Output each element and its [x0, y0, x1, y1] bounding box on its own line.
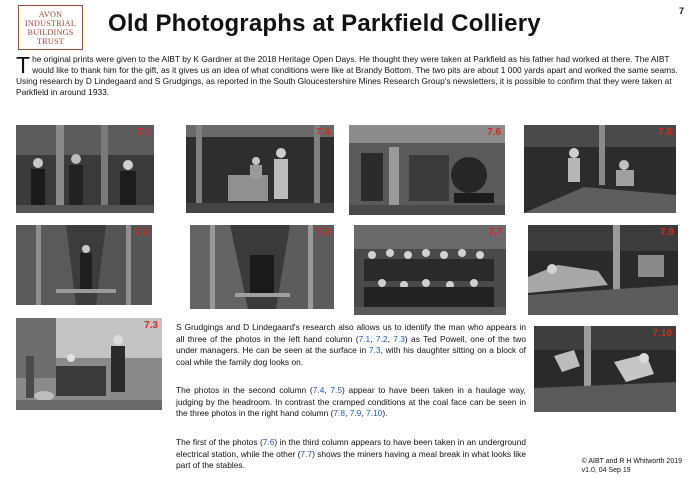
photo-reference: 7.5 — [330, 385, 343, 395]
text: ) in the third column appears to have been taken in an underground electrical station, while the other ( — [176, 437, 526, 459]
photo-7-8 — [524, 125, 676, 213]
intro-text: he original prints were given to the AIBT by K Gardner at the 2018 Heritage Open Days. He thought they were taken at Parkfield as his father had worked at there. The AIBT would like to thank him for the gift, as it gives us an idea of what conditions were like at Brandy Bottom. The two pits are about 1 000 yards apart and worked the same seams. Using research by D Lindegaard and S Grudgings, as reported in the South Gloucestershire Mines Research Group's newsletters, it is possible to confirm that they were taken at Parkfield in around 1933. — [16, 54, 678, 97]
text: S Grudgings and D Lindegaard's research also allows us to identify the man who appears in all three of the photos in the left hand column ( — [176, 322, 526, 344]
photo-reference: 7.4 — [312, 385, 325, 395]
photo-label: 7.2 — [134, 227, 148, 238]
photo-label: 7.3 — [144, 320, 158, 331]
photo-reference: 7.7 — [300, 448, 313, 459]
logo-line: INDUSTRIAL — [24, 18, 77, 28]
paragraph-identity — [176, 322, 526, 368]
photo-7-1 — [16, 125, 154, 213]
drop-cap: T — [16, 52, 31, 78]
text: ). — [382, 408, 388, 418]
photo-reference: 7.3 — [368, 345, 381, 355]
version-line: v1.0, 04 Sep 19 — [581, 467, 631, 474]
text: ) as Ted Powell, one of the two under managers. He can be seen at the surface in — [176, 333, 527, 355]
photo-reference: 7.3 — [393, 333, 405, 344]
photo-reference: 7.1 — [358, 333, 371, 344]
copyright-line: © AIBT and R H Whitworth 2019 — [581, 458, 682, 465]
photo-7-9 — [528, 225, 678, 315]
photo-label: 7.1 — [136, 127, 150, 138]
text: , — [361, 408, 366, 418]
photo-reference: 7.9 — [349, 408, 362, 418]
photo-7-3 — [16, 318, 162, 410]
text: The first of the photos ( — [176, 437, 263, 447]
logo-line: BUILDINGS — [27, 27, 74, 37]
photo-reference: 7.2 — [375, 333, 388, 344]
photo-reference: 7.8 — [333, 408, 346, 418]
copyright-footer — [582, 457, 682, 475]
photo-label: 7.5 — [316, 227, 330, 238]
photo-label: 7.8 — [658, 127, 672, 138]
paragraph-conditions — [176, 385, 526, 420]
photo-label: 7.9 — [660, 227, 674, 238]
aibt-logo — [18, 5, 83, 50]
logo-line: AVON — [38, 9, 63, 19]
photo-7-2 — [16, 225, 152, 305]
photo-label: 7.6 — [487, 127, 501, 138]
text: , with his daughter sitting on a block of coal while the family dog looks on. — [176, 345, 526, 367]
page-title: Old Photographs at Parkfield Colliery — [108, 10, 541, 37]
photo-7-6 — [349, 125, 505, 215]
photo-reference: 7.10 — [366, 408, 383, 418]
intro-paragraph — [16, 54, 686, 98]
photo-reference: 7.6 — [262, 437, 275, 447]
text: , — [370, 333, 376, 344]
photo-label: 7.10 — [652, 328, 672, 339]
photo-7-7 — [354, 225, 506, 315]
text: , — [324, 385, 331, 395]
logo-line: TRUST — [37, 36, 64, 46]
page-number: 7 — [678, 6, 684, 16]
photo-7-4 — [186, 125, 334, 213]
text: The photos in the second column ( — [176, 385, 313, 395]
photo-7-5 — [190, 225, 334, 309]
text: ) appear to have been taken in a haulage way, judging by the headroom. In contrast the cramped conditions at the coal face can be seen in the three photos in the right hand column ( — [176, 385, 527, 418]
text: ) shows the miners having a meal break in what looks like part of the stables. — [176, 448, 526, 470]
photo-label: 7.7 — [488, 227, 502, 238]
text: , — [345, 408, 350, 418]
photo-7-10 — [534, 326, 676, 412]
text: , — [387, 333, 394, 344]
photo-label: 7.4 — [316, 127, 330, 138]
paragraph-stables — [176, 437, 526, 472]
